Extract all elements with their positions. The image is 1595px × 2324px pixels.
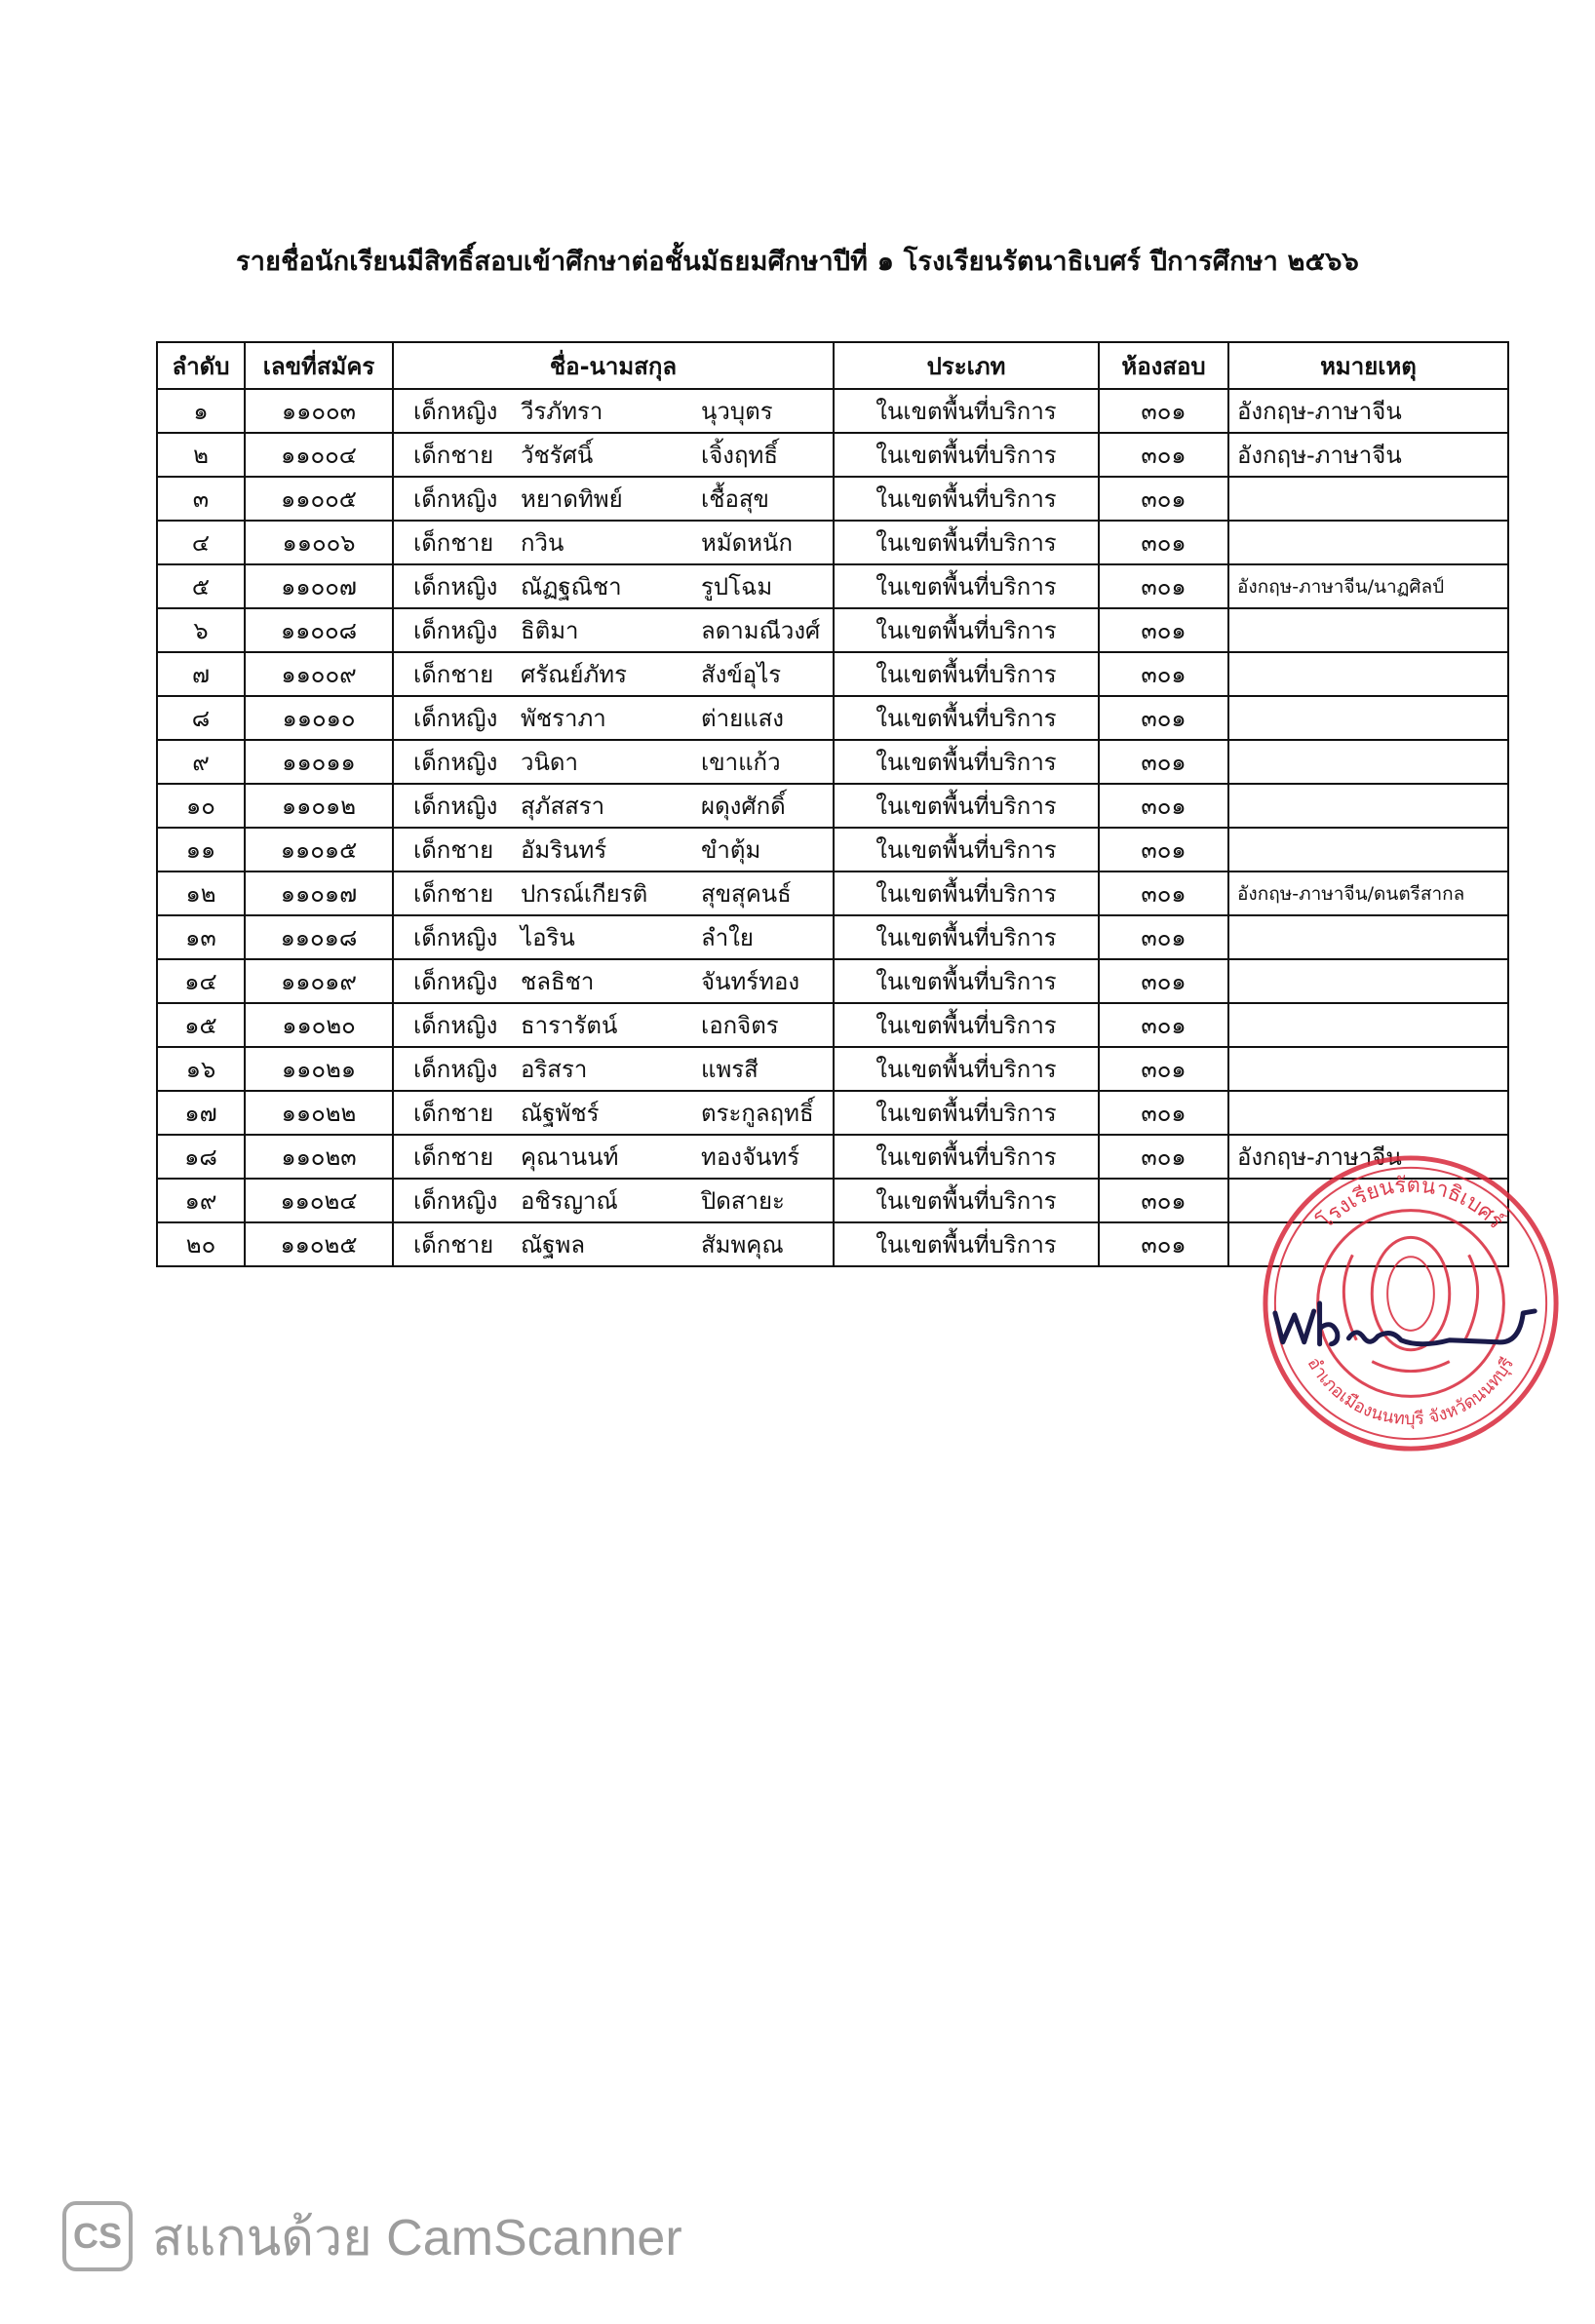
application-number-cell: ๑๑๐๑๒ (245, 784, 393, 828)
order-cell: ๑๔ (157, 959, 245, 1003)
application-number-cell: ๑๑๐๑๑ (245, 740, 393, 784)
category-cell: ในเขตพื้นที่บริการ (834, 1135, 1099, 1179)
category-cell: ในเขตพื้นที่บริการ (834, 433, 1099, 477)
exam-room-cell: ๓๐๑ (1099, 1091, 1228, 1135)
name-prefix: เด็กชาย (413, 836, 494, 864)
name-prefix: เด็กหญิง (413, 398, 498, 425)
exam-room-cell: ๓๐๑ (1099, 433, 1228, 477)
remarks-cell (1228, 828, 1508, 872)
category-cell: ในเขตพื้นที่บริการ (834, 521, 1099, 564)
table-row (157, 740, 1508, 784)
signature-mark (1275, 1303, 1535, 1344)
application-number-cell: ๑๑๐๐๙ (245, 652, 393, 696)
name-prefix: เด็กหญิง (413, 1012, 498, 1039)
table-row (157, 477, 1508, 521)
last-name: สุขสุคนธ์ (701, 880, 792, 908)
category-cell: ในเขตพื้นที่บริการ (834, 1047, 1099, 1091)
category-cell: ในเขตพื้นที่บริการ (834, 389, 1099, 433)
name-prefix: เด็กชาย (413, 1143, 494, 1171)
first-name: วัชรัศนิ์ (521, 442, 594, 469)
exam-room-cell: ๓๐๑ (1099, 389, 1228, 433)
full-name-wrap (402, 785, 825, 827)
application-number-cell: ๑๑๐๒๓ (245, 1135, 393, 1179)
exam-room-cell: ๓๐๑ (1099, 1047, 1228, 1091)
last-name: ทองจันทร์ (701, 1143, 800, 1171)
first-name: ณัฏฐณิชา (521, 573, 622, 600)
full-name-cell (393, 872, 834, 915)
table-row (157, 433, 1508, 477)
remarks-cell: อังกฤษ-ภาษาจีน/ดนตรีสากล (1228, 872, 1508, 915)
first-name: คุณานนท์ (521, 1143, 619, 1171)
table-row (157, 1047, 1508, 1091)
last-name: รูปโฉม (701, 573, 773, 600)
full-name-wrap (402, 565, 825, 607)
remarks-cell (1228, 652, 1508, 696)
full-name-cell (393, 1135, 834, 1179)
full-name-wrap (402, 829, 825, 871)
full-name-wrap (402, 1048, 825, 1090)
order-cell: ๗ (157, 652, 245, 696)
header-application-number: เลขที่สมัคร (245, 342, 393, 389)
application-number-cell: ๑๑๐๐๕ (245, 477, 393, 521)
table-row (157, 389, 1508, 433)
first-name: อัมรินทร์ (521, 836, 607, 864)
first-name: ณัฐพัชร์ (521, 1100, 600, 1127)
table-row (157, 608, 1508, 652)
last-name: เจิ้งฤทธิ์ (701, 442, 778, 469)
full-name-cell (393, 915, 834, 959)
remarks-cell (1228, 1003, 1508, 1047)
name-prefix: เด็กหญิง (413, 1056, 498, 1083)
remarks-cell (1228, 608, 1508, 652)
full-name-wrap (402, 1136, 825, 1178)
full-name-cell (393, 959, 834, 1003)
exam-room-cell: ๓๐๑ (1099, 828, 1228, 872)
table-row (157, 872, 1508, 915)
name-prefix: เด็กชาย (413, 661, 494, 688)
table-row (157, 696, 1508, 740)
exam-room-cell: ๓๐๑ (1099, 477, 1228, 521)
remarks-cell: อังกฤษ-ภาษาจีน/นาฏศิลป์ (1228, 564, 1508, 608)
category-cell: ในเขตพื้นที่บริการ (834, 1091, 1099, 1135)
remarks-cell (1228, 521, 1508, 564)
name-prefix: เด็กหญิง (413, 793, 498, 820)
order-cell: ๑๙ (157, 1179, 245, 1222)
category-cell: ในเขตพื้นที่บริการ (834, 959, 1099, 1003)
full-name-cell (393, 1003, 834, 1047)
application-number-cell: ๑๑๐๑๙ (245, 959, 393, 1003)
application-number-cell: ๑๑๐๒๐ (245, 1003, 393, 1047)
first-name: ธารารัตน์ (521, 1012, 618, 1039)
camscanner-logo-icon: CS (62, 2201, 133, 2271)
name-prefix: เด็กหญิง (413, 924, 498, 951)
last-name: ปิดสายะ (701, 1187, 785, 1215)
category-cell: ในเขตพื้นที่บริการ (834, 784, 1099, 828)
table-row (157, 959, 1508, 1003)
full-name-wrap (402, 916, 825, 958)
last-name: เอกจิตร (701, 1012, 779, 1039)
last-name: แพรสี (701, 1056, 759, 1083)
exam-room-cell: ๓๐๑ (1099, 1179, 1228, 1222)
category-cell: ในเขตพื้นที่บริการ (834, 740, 1099, 784)
full-name-wrap (402, 653, 825, 695)
category-cell: ในเขตพื้นที่บริการ (834, 915, 1099, 959)
order-cell: ๕ (157, 564, 245, 608)
header-full-name: ชื่อ-นามสกุล (393, 342, 834, 389)
table-row (157, 521, 1508, 564)
svg-text:อำเภอเมืองนนทบุรี จังหวัดนนทบุ (1303, 1354, 1519, 1429)
table-body (157, 389, 1508, 1266)
full-name-cell (393, 696, 834, 740)
table-row (157, 564, 1508, 608)
exam-room-cell: ๓๐๑ (1099, 915, 1228, 959)
full-name-wrap (402, 390, 825, 432)
last-name: นุวบุตร (701, 398, 773, 425)
full-name-cell (393, 521, 834, 564)
name-prefix: เด็กหญิง (413, 617, 498, 644)
first-name: อริสรา (521, 1056, 588, 1083)
document-title: รายชื่อนักเรียนมีสิทธิ์สอบเข้าศึกษาต่อชั้นมัธยมศึกษาปีที่ ๑ โรงเรียนรัตนาธิเบศร์ ปีการศึกษา ๒๕๖๖ (236, 247, 1359, 277)
exam-room-cell: ๓๐๑ (1099, 784, 1228, 828)
first-name: กวิน (521, 529, 564, 557)
category-cell: ในเขตพื้นที่บริการ (834, 564, 1099, 608)
remarks-cell (1228, 1179, 1508, 1222)
application-number-cell: ๑๑๐๐๓ (245, 389, 393, 433)
application-number-cell: ๑๑๐๒๕ (245, 1222, 393, 1266)
category-cell: ในเขตพื้นที่บริการ (834, 652, 1099, 696)
first-name: ศรัณย์ภัทร (521, 661, 627, 688)
full-name-cell (393, 433, 834, 477)
remarks-cell (1228, 477, 1508, 521)
last-name: สังข์อุไร (701, 661, 782, 688)
first-name: ปกรณ์เกียรติ (521, 880, 648, 908)
table-row (157, 784, 1508, 828)
table-row (157, 1003, 1508, 1047)
category-cell: ในเขตพื้นที่บริการ (834, 608, 1099, 652)
exam-room-cell: ๓๐๑ (1099, 696, 1228, 740)
order-cell: ๑๗ (157, 1091, 245, 1135)
full-name-cell (393, 608, 834, 652)
order-cell: ๑๐ (157, 784, 245, 828)
table-row (157, 1091, 1508, 1135)
table-row (157, 652, 1508, 696)
exam-room-cell: ๓๐๑ (1099, 608, 1228, 652)
name-prefix: เด็กหญิง (413, 1187, 498, 1215)
exam-room-cell: ๓๐๑ (1099, 872, 1228, 915)
order-cell: ๑ (157, 389, 245, 433)
application-number-cell: ๑๑๐๒๑ (245, 1047, 393, 1091)
full-name-wrap (402, 741, 825, 783)
full-name-wrap (402, 522, 825, 563)
student-roster-table (156, 341, 1509, 1267)
first-name: วีรภัทรา (521, 398, 603, 425)
application-number-cell: ๑๑๐๑๕ (245, 828, 393, 872)
full-name-wrap (402, 609, 825, 651)
application-number-cell: ๑๑๐๑๗ (245, 872, 393, 915)
table-header-row (157, 342, 1508, 389)
category-cell: ในเขตพื้นที่บริการ (834, 1222, 1099, 1266)
order-cell: ๘ (157, 696, 245, 740)
order-cell: ๒๐ (157, 1222, 245, 1266)
table-row (157, 915, 1508, 959)
category-cell: ในเขตพื้นที่บริการ (834, 696, 1099, 740)
last-name: ลำใย (701, 924, 754, 951)
full-name-wrap (402, 434, 825, 476)
stamp-top-text: โรงเรียนรัตนาธิเบศร์ (1313, 1173, 1508, 1234)
full-name-cell (393, 740, 834, 784)
application-number-cell: ๑๑๐๐๘ (245, 608, 393, 652)
first-name: วนิดา (521, 749, 578, 776)
full-name-cell (393, 828, 834, 872)
last-name: เชื้อสุข (701, 485, 769, 513)
order-cell: ๖ (157, 608, 245, 652)
remarks-cell: อังกฤษ-ภาษาจีน (1228, 389, 1508, 433)
first-name: ณัฐพล (521, 1231, 586, 1259)
exam-room-cell: ๓๐๑ (1099, 564, 1228, 608)
full-name-wrap (402, 960, 825, 1002)
last-name: เขาแก้ว (701, 749, 781, 776)
full-name-cell (393, 564, 834, 608)
exam-room-cell: ๓๐๑ (1099, 521, 1228, 564)
exam-room-cell: ๓๐๑ (1099, 1222, 1228, 1266)
stamp-bottom-text: อำเภอเมืองนนทบุรี จังหวัดนนทบุรี (1303, 1353, 1519, 1430)
category-cell: ในเขตพื้นที่บริการ (834, 872, 1099, 915)
category-cell: ในเขตพื้นที่บริการ (834, 1179, 1099, 1222)
full-name-wrap (402, 1180, 825, 1221)
full-name-wrap (402, 1092, 825, 1134)
full-name-cell (393, 784, 834, 828)
first-name: สุภัสสรา (521, 793, 605, 820)
remarks-cell (1228, 740, 1508, 784)
category-cell: ในเขตพื้นที่บริการ (834, 477, 1099, 521)
table-row (157, 1179, 1508, 1222)
full-name-wrap (402, 872, 825, 914)
full-name-wrap (402, 1004, 825, 1046)
remarks-cell (1228, 696, 1508, 740)
name-prefix: เด็กหญิง (413, 749, 498, 776)
remarks-cell (1228, 915, 1508, 959)
last-name: จันทร์ทอง (701, 968, 800, 995)
full-name-wrap (402, 1223, 825, 1265)
full-name-cell (393, 1091, 834, 1135)
full-name-wrap (402, 697, 825, 739)
name-prefix: เด็กชาย (413, 529, 494, 557)
order-cell: ๑๒ (157, 872, 245, 915)
last-name: ต่ายแสง (701, 705, 784, 732)
table-row (157, 828, 1508, 872)
category-cell: ในเขตพื้นที่บริการ (834, 1003, 1099, 1047)
last-name: ตระกูลฤทธิ์ (701, 1100, 814, 1127)
name-prefix: เด็กหญิง (413, 705, 498, 732)
order-cell: ๑๕ (157, 1003, 245, 1047)
first-name: ไอริน (521, 924, 575, 951)
scanner-watermark (62, 2197, 682, 2275)
exam-room-cell: ๓๐๑ (1099, 652, 1228, 696)
remarks-cell (1228, 1222, 1508, 1266)
remarks-cell (1228, 784, 1508, 828)
name-prefix: เด็กหญิง (413, 573, 498, 600)
full-name-cell (393, 477, 834, 521)
first-name: หยาดทิพย์ (521, 485, 623, 513)
name-prefix: เด็กชาย (413, 1231, 494, 1259)
name-prefix: เด็กหญิง (413, 485, 498, 513)
order-cell: ๑๖ (157, 1047, 245, 1091)
application-number-cell: ๑๑๐๑๐ (245, 696, 393, 740)
first-name: พัชราภา (521, 705, 606, 732)
full-name-cell (393, 389, 834, 433)
last-name: หมัดหนัก (701, 529, 793, 557)
order-cell: ๑๑ (157, 828, 245, 872)
header-remarks: หมายเหตุ (1228, 342, 1508, 389)
remarks-cell: อังกฤษ-ภาษาจีน (1228, 1135, 1508, 1179)
remarks-cell (1228, 1047, 1508, 1091)
exam-room-cell: ๓๐๑ (1099, 1135, 1228, 1179)
order-cell: ๑๓ (157, 915, 245, 959)
remarks-cell: อังกฤษ-ภาษาจีน (1228, 433, 1508, 477)
name-prefix: เด็กหญิง (413, 968, 498, 995)
application-number-cell: ๑๑๐๑๘ (245, 915, 393, 959)
category-cell: ในเขตพื้นที่บริการ (834, 828, 1099, 872)
name-prefix: เด็กชาย (413, 442, 494, 469)
last-name: ผดุงศักดิ์ (701, 793, 786, 820)
order-cell: ๔ (157, 521, 245, 564)
exam-room-cell: ๓๐๑ (1099, 959, 1228, 1003)
application-number-cell: ๑๑๐๒๔ (245, 1179, 393, 1222)
order-cell: ๒ (157, 433, 245, 477)
full-name-cell (393, 1179, 834, 1222)
header-exam-room: ห้องสอบ (1099, 342, 1228, 389)
full-name-cell (393, 1222, 834, 1266)
table-row (157, 1222, 1508, 1266)
order-cell: ๙ (157, 740, 245, 784)
full-name-cell (393, 652, 834, 696)
scanner-watermark-text: สแกนด้วย CamScanner (152, 2209, 682, 2266)
last-name: ลดามณีวงศ์ (701, 617, 821, 644)
name-prefix: เด็กชาย (413, 880, 494, 908)
exam-room-cell: ๓๐๑ (1099, 1003, 1228, 1047)
last-name: สัมพคุณ (701, 1231, 784, 1259)
application-number-cell: ๑๑๐๐๔ (245, 433, 393, 477)
table-row (157, 1135, 1508, 1179)
first-name: ชลธิชา (521, 968, 595, 995)
exam-room-cell: ๓๐๑ (1099, 740, 1228, 784)
remarks-cell (1228, 1091, 1508, 1135)
first-name: ธิติมา (521, 617, 579, 644)
remarks-cell (1228, 959, 1508, 1003)
application-number-cell: ๑๑๐๒๒ (245, 1091, 393, 1135)
full-name-cell (393, 1047, 834, 1091)
order-cell: ๓ (157, 477, 245, 521)
first-name: อชิรญาณ์ (521, 1187, 618, 1215)
order-cell: ๑๘ (157, 1135, 245, 1179)
full-name-wrap (402, 478, 825, 520)
last-name: ขำตุ้ม (701, 836, 761, 864)
name-prefix: เด็กชาย (413, 1100, 494, 1127)
application-number-cell: ๑๑๐๐๗ (245, 564, 393, 608)
header-category: ประเภท (834, 342, 1099, 389)
header-order: ลำดับ (157, 342, 245, 389)
application-number-cell: ๑๑๐๐๖ (245, 521, 393, 564)
